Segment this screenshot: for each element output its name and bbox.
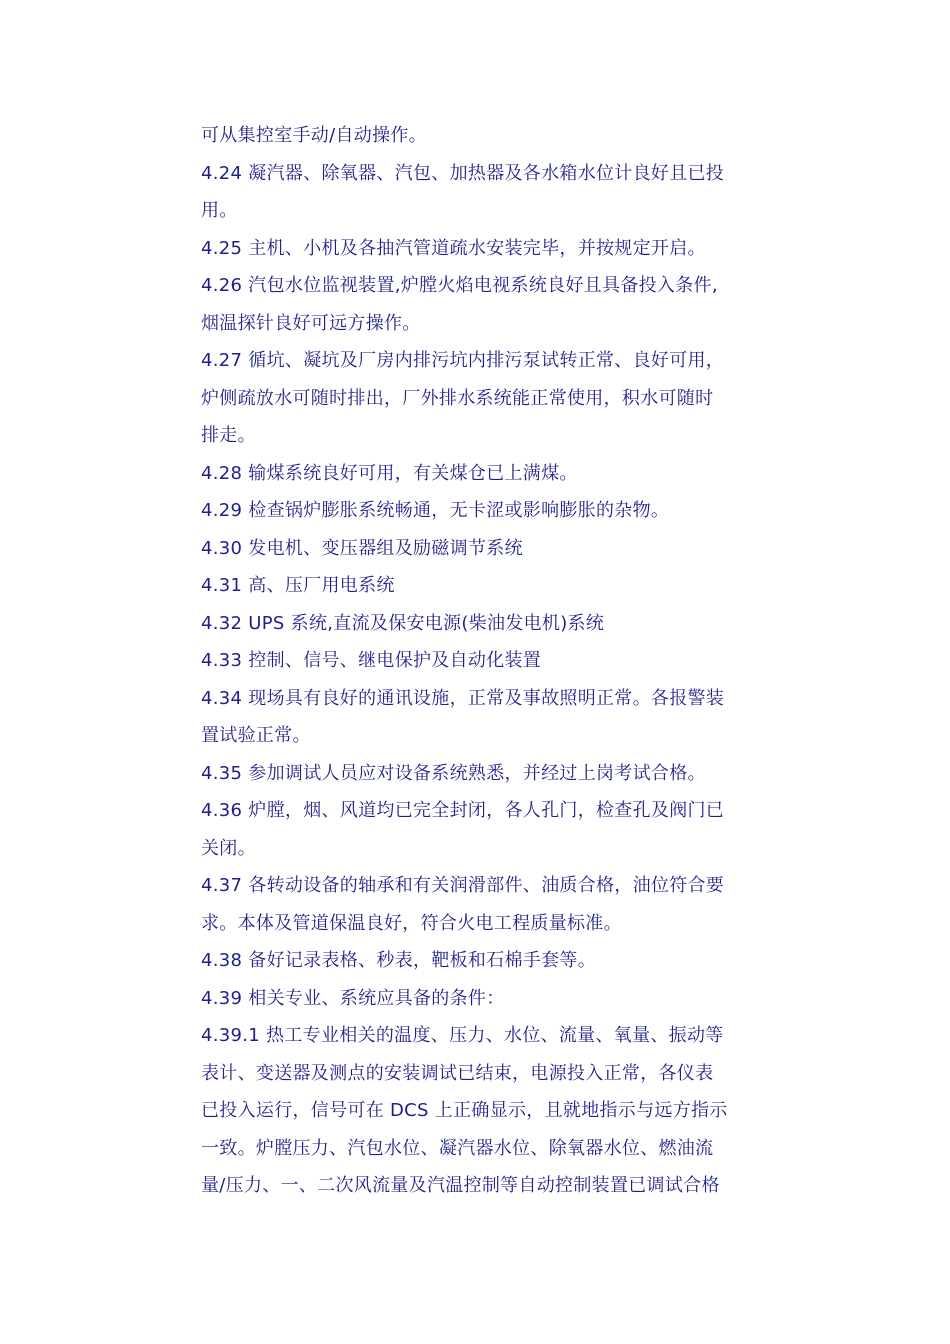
text-line: 4.27 循坑、凝坑及厂房内排污坑内排污泵试转正常、良好可用， [201,350,725,371]
document-body [201,117,753,1205]
text-line: 已投入运行，信号可在 DCS 上正确显示，且就地指示与远方指示 [201,1100,728,1121]
text-line: 4.38 备好记录表格、秒表，靶板和石棉手套等。 [201,950,596,971]
text-line: 4.26 汽包水位监视装置,炉膛火焰电视系统良好且具备投入条件, [201,275,718,296]
text-line: 4.31 高、压厂用电系统 [201,575,395,596]
text-line: 4.32 UPS 系统,直流及保安电源(柴油发电机)系统 [201,612,605,634]
text-line: 4.39 相关专业、系统应具备的条件： [201,987,505,1009]
text-line: 4.25 主机、小机及各抽汽管道疏水安装完毕，并按规定开启。 [201,237,706,259]
text-line: 4.33 控制、信号、继电保护及自动化装置 [201,650,542,671]
text-line: 4.35 参加调试人员应对设备系统熟悉，并经过上岗考试合格。 [201,762,706,784]
text-line: 4.28 输煤系统良好可用，有关煤仓已上满煤。 [201,462,578,484]
text-line: 4.29 检查锅炉膨胀系统畅通，无卡涩或影响膨胀的杂物。 [201,500,670,521]
text-line: 表计、变送器及测点的安装调试已结束，电源投入正常，各仪表 [201,1062,714,1084]
text-line: 炉侧疏放水可随时排出，厂外排水系统能正常使用，积水可随时 [201,387,714,409]
text-line: 一致。炉膛压力、汽包水位、凝汽器水位、除氧器水位、燃油流 [201,1137,714,1159]
text-line: 量/压力、一、二次风流量及汽温控制等自动控制装置已调试合格 [201,1175,720,1196]
text-line: 4.34 现场具有良好的通讯设施，正常及事故照明正常。各报警装 [201,687,725,709]
text-line: 4.24 凝汽器、除氧器、汽包、加热器及各水箱水位计良好且已投 [201,162,725,184]
text-line: 4.37 各转动设备的轴承和有关润滑部件、油质合格，油位符合要 [201,875,725,896]
text-line: 关闭。 [201,837,256,859]
text-line: 烟温探针良好可远方操作。 [201,312,421,334]
text-line: 用。 [201,200,238,221]
text-line: 4.36 炉膛，烟、风道均已完全封闭，各人孔门，检查孔及阀门已 [201,800,725,821]
text-line: 排走。 [201,425,256,446]
text-line: 4.30 发电机、变压器组及励磁调节系统 [201,537,523,559]
text-line: 置试验正常。 [201,725,311,746]
text-line: 4.39.1 热工专业相关的温度、压力、水位、流量、氧量、振动等 [201,1025,724,1046]
text-line: 可从集控室手动/自动操作。 [201,125,427,146]
text-line: 求。本体及管道保温良好，符合火电工程质量标准。 [201,912,622,934]
